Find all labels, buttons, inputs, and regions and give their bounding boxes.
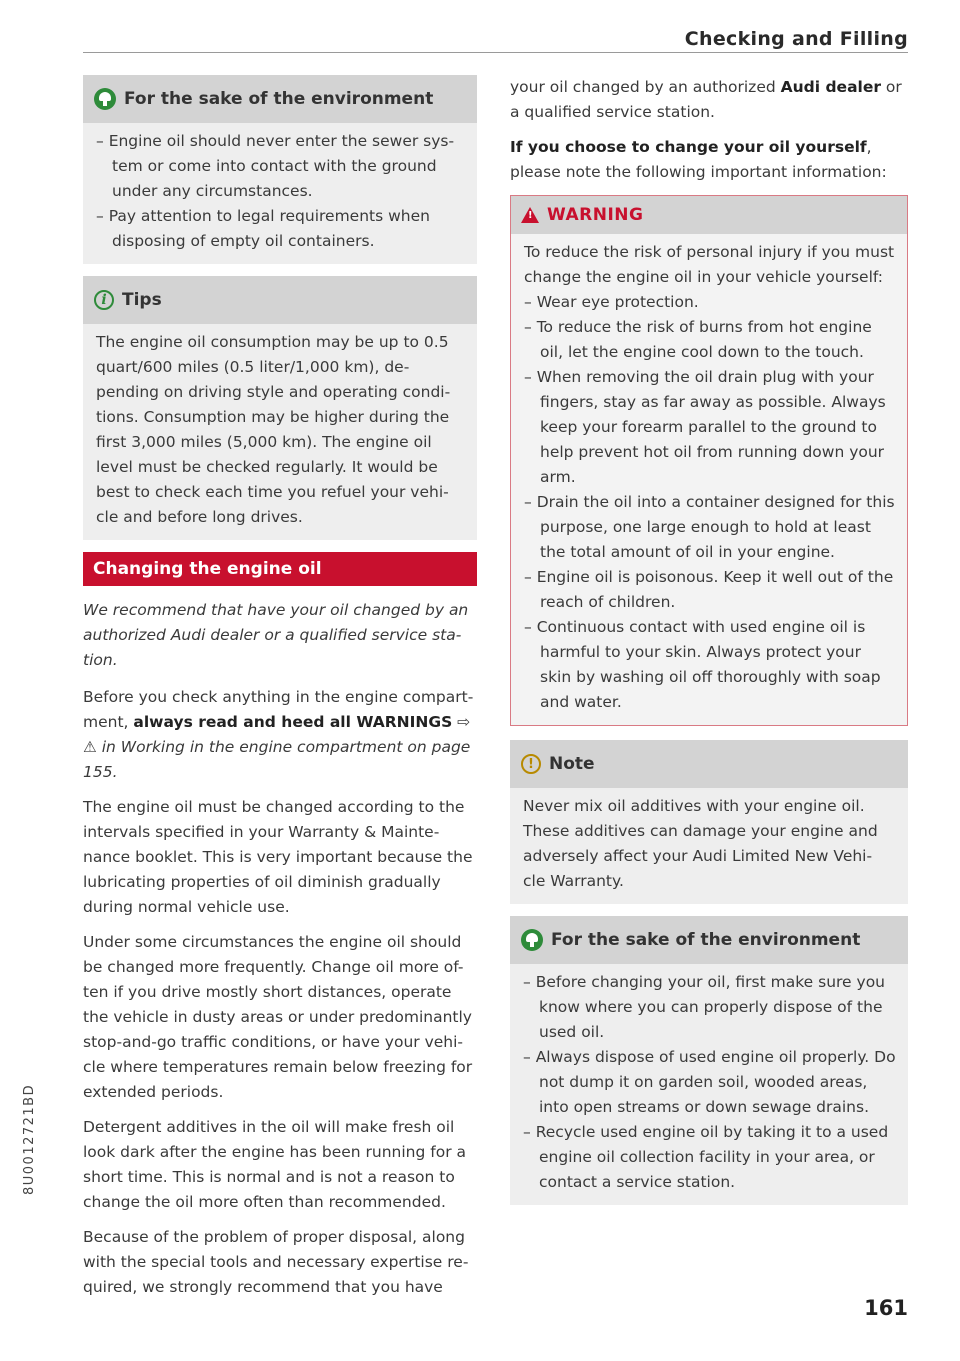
paragraph: Detergent additives in the oil will make fresh oil look dark after the engine has been running for a short time. This is normal and is not a reason to change the oil more often than recommended. [83,1118,467,1211]
tips-box-title: Tips [122,290,162,310]
section-intro: We recommend that have your oil changed by an authorized Audi dealer or a qualified service sta- tion. [83,601,469,669]
environment-icon [94,88,116,110]
paragraph: If you choose to change your oil yourself, please note the following important information: [510,138,887,181]
environment-box-title: For the sake of the environment [124,89,434,109]
tips-text: The engine oil consumption may be up to 0.5 quart/600 miles (0.5 liter/1,000 km), de- pending on driving style and operating condi- tions. Consumption may be higher during the first 3,000 miles (5,000 km). The engine oil level must be checked regularly. It would be best to check each time you refuel your vehi- cle and before long drives. [96,333,451,526]
warning-triangle-icon [521,207,539,223]
warning-intro: To reduce the risk of personal injury if you must change the engine oil in your vehicle yourself: [524,243,895,286]
list-item: – Wear eye protection. [524,290,895,315]
paragraph: Because of the problem of proper disposal, along with the special tools and necessary expertise re- quired, we strongly recommend that you have [83,1228,469,1296]
page-number: 161 [864,1296,908,1320]
environment-box-header [83,75,477,123]
right-column [510,75,908,1217]
list-item: – Drain the oil into a container designed for this purpose, one large enough to hold at least the total amount of oil in your engine. [524,490,895,565]
list-item: – Engine oil is poisonous. Keep it well out of the reach of children. [524,565,895,615]
environment-list [96,129,465,254]
header-rule [83,52,908,53]
environment-box-header [510,916,908,964]
page-header-title: Checking and Filling [684,28,908,50]
environment-box [510,916,908,1205]
list-item: – Always dispose of used engine oil properly. Do not dump it on garden soil, wooded areas, into open streams or down sewage drains. [523,1045,896,1120]
tips-box [83,276,477,540]
paragraph: Under some circumstances the engine oil should be changed more frequently. Change oil more of- ten if you drive mostly short distances, operate the vehicle in dusty areas or under predominantly stop-and-go traffic conditions, or have your vehi- cle where temperatures remain below freezing for extended periods. [83,933,473,1101]
note-box-title: Note [549,754,595,774]
environment-list [523,970,896,1195]
environment-box-title: For the sake of the environment [551,930,861,950]
list-item: – Recycle used engine oil by taking it to a used engine oil collection facility in your area, or contact a service station. [523,1120,896,1195]
list-item: – Continuous contact with used engine oil is harmful to your skin. Always protect your skin by washing oil off thoroughly with soap and water. [524,615,895,715]
note-box [510,740,908,904]
environment-icon [521,929,543,951]
list-item: – When removing the oil drain plug with your fingers, stay as far away as possible. Always keep your forearm parallel to the ground to help prevent hot oil from running down your arm. [524,365,895,490]
tips-box-header [83,276,477,324]
environment-box [83,75,477,264]
note-text: Never mix oil additives with your engine oil. These additives can damage your engine and adversely affect your Audi Limited New Vehi- cle Warranty. [523,797,878,890]
warning-list [524,290,895,715]
section-heading: Changing the engine oil [83,552,477,586]
list-item: – To reduce the risk of burns from hot engine oil, let the engine cool down to the touch. [524,315,895,365]
document-code: 8U0012721BD [22,1083,37,1195]
list-item: – Engine oil should never enter the sewer sys- tem or come into contact with the ground under any circumstances. [96,129,465,204]
info-icon: i [94,290,114,310]
warning-header [511,196,907,234]
warning-title: WARNING [547,205,644,225]
warning-box [510,195,908,726]
left-column [83,75,477,1310]
paragraph: your oil changed by an authorized Audi dealer or a qualified service station. [510,78,902,121]
list-item: – Before changing your oil, first make sure you know where you can properly dispose of the used oil. [523,970,896,1045]
paragraph: Before you check anything in the engine compart- ment, always read and heed all WARNINGS ⇨ ⚠ in Working in the engine compartment on page 155. [83,688,474,781]
paragraph: The engine oil must be changed according to the intervals specified in your Warranty & Mainte- nance booklet. This is very important because the lubricating properties of oil diminish gradually during normal vehicle use. [83,798,473,916]
note-icon: ! [521,754,541,774]
note-box-header [510,740,908,788]
list-item: – Pay attention to legal requirements when disposing of empty oil containers. [96,204,465,254]
cross-reference-link[interactable]: ⇨ ⚠ in Working in the engine compartment on page 155. [83,713,471,781]
